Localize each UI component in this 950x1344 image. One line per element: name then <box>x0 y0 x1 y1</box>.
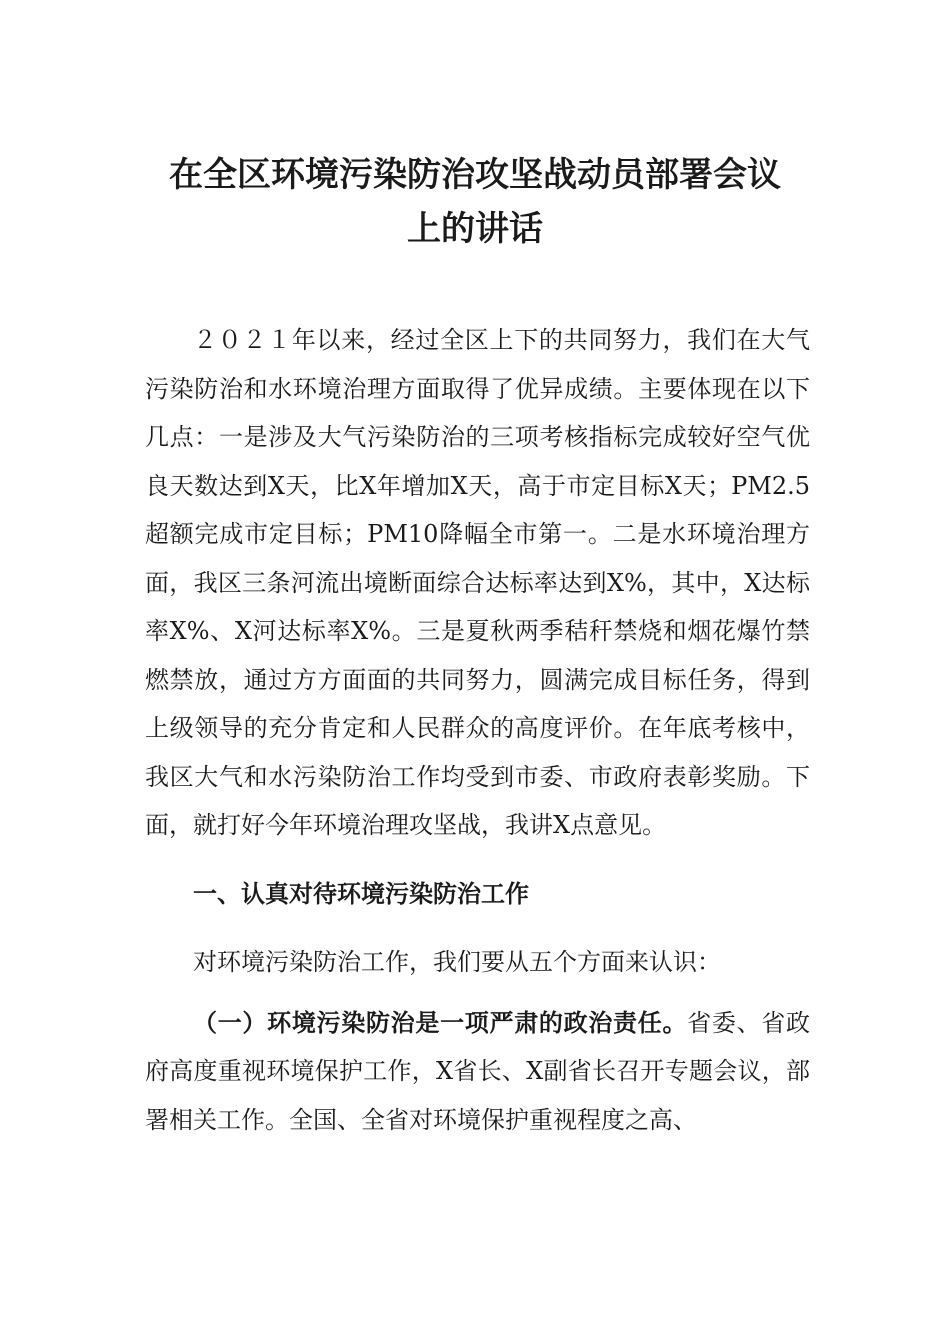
point-1-text: 省委、省政府高度重视环境保护工作，X省长、X副省长召开专题会议，部署相关工作。全国、全省对环境保护重视程度之高、 <box>145 1008 811 1134</box>
intro-paragraph: ２０２１年以来，经过全区上下的共同努力，我们在大气污染防治和水环境治理方面取得了优异成绩。主要体现在以下几点：一是涉及大气污染防治的三项考核指标完成较好空气优良天数达到X天，比X年增加X天，高于市定目标X天；PM2.5超额完成市定目标；PM10降幅全市第一。二是水环境治理方面，我区三条河流出境断面综合达标率达到X%，其中，X达标率X%、X河达标率X%。三是夏秋两季秸秆禁烧和烟花爆竹禁燃禁放，通过方方面面的共同努力，圆满完成目标任务，得到上级领导的充分肯定和人民群众的高度评价。在年底考核中，我区大气和水污染防治工作均受到市委、市政府表彰奖励。下面，就打好今年环境治理攻坚战，我讲X点意见。 <box>145 326 810 839</box>
section-1-heading: 一、认真对待环境污染防治工作 <box>193 878 529 908</box>
document-title <box>140 148 810 256</box>
section-1-intro: 对环境污染防治工作，我们要从五个方面来认识： <box>193 948 721 976</box>
document-body <box>145 316 810 1144</box>
title-line-2: 上的讲话 <box>407 209 543 249</box>
title-line-1: 在全区环境污染防治攻坚战动员部署会议 <box>169 155 781 195</box>
point-1-paragraph <box>145 999 810 1145</box>
point-1-lead: （一）环境污染防治是一项严肃的政治责任。 <box>193 1007 688 1037</box>
